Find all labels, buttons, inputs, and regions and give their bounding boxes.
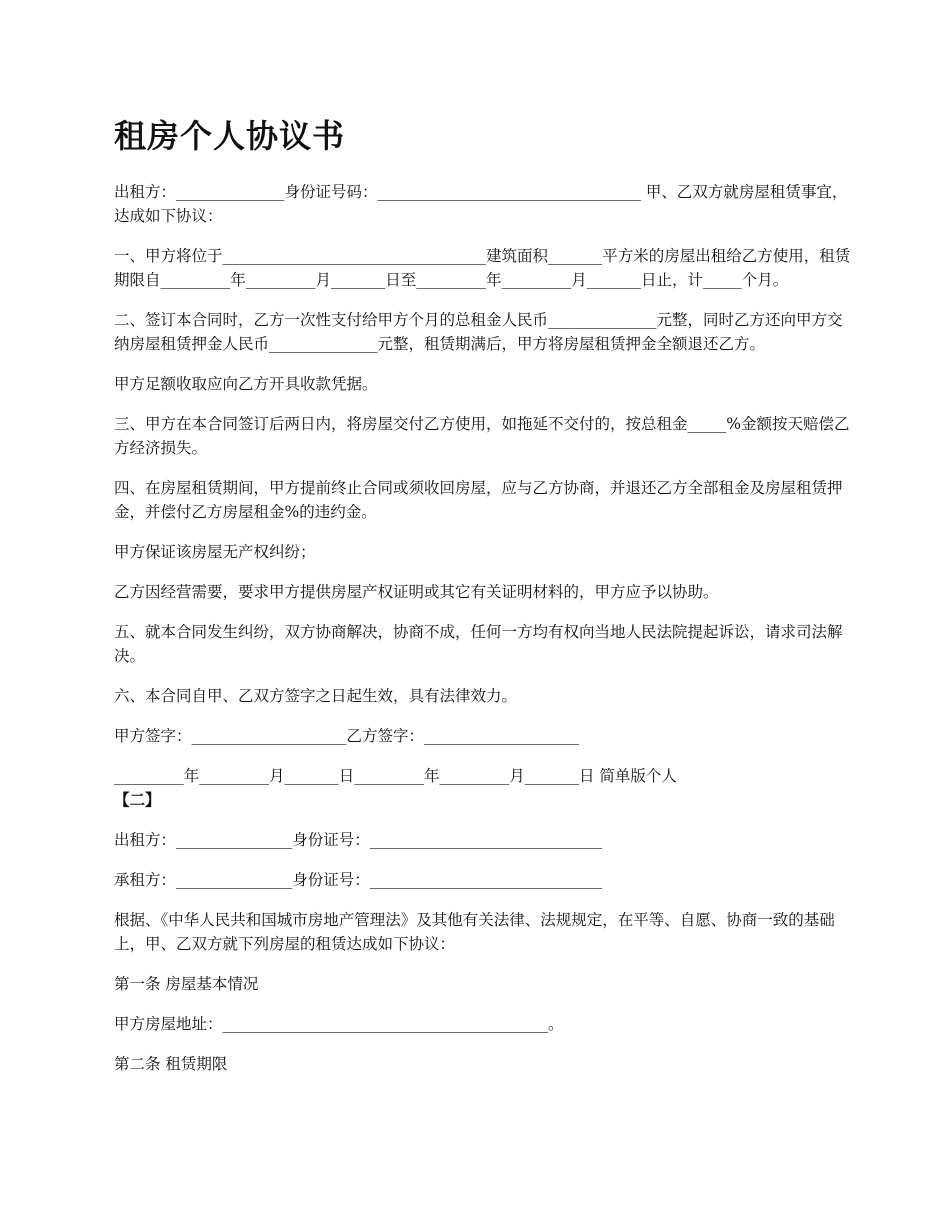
paragraph-lessee: 承租方：_______________身份证号：______________________________ (114, 871, 603, 889)
paragraph-dates: _________年_________月_______日_________年_________月_______日 简单版个人 (114, 767, 677, 785)
paragraph-address: 甲方房屋地址：__________________________________________。 (114, 1015, 564, 1033)
paragraph-receipt: 甲方足额收取应向乙方开具收款凭据。 (114, 375, 378, 393)
article-2-heading: 第二条 租赁期限 (114, 1055, 228, 1073)
paragraph-clause-3: 三、甲方在本合同签订后两日内，将房屋交付乙方使用，如拖延不交付的，按总租金_____%金额按天赔偿乙方经济损失。 (114, 415, 850, 457)
paragraph-clause-6: 六、本合同自甲、乙双方签字之日起生效，具有法律效力。 (114, 687, 518, 705)
paragraph-legal-basis: 根据、《中华人民共和国城市房地产管理法》及其他有关法律、法规规定，在平等、自愿、协商一致的基础上，甲、乙双方就下列房屋的租赁达成如下协议： (114, 911, 835, 953)
paragraph-parties-intro: 出租方：______________身份证号码：__________________________________ 甲、乙双方就房屋租赁事宜，达成如下协议： (114, 183, 848, 225)
paragraph-assist: 乙方因经营需要，要求甲方提供房屋产权证明或其它有关证明材料的，甲方应予以协助。 (114, 583, 719, 601)
paragraph-signatures: 甲方签字：____________________乙方签字：____________________ (114, 727, 580, 745)
document-body (114, 180, 854, 1092)
section-two-heading: 【二】 (114, 790, 161, 809)
paragraph-clause-1: 一、甲方将位于__________________________________建筑面积_______平方米的房屋出租给乙方使用，租赁期限自_________年_________月_______日至_________年_________月_______日止，计_____个月。 (114, 247, 851, 289)
paragraph-no-dispute: 甲方保证该房屋无产权纠纷； (114, 543, 316, 561)
article-1-heading: 第一条 房屋基本情况 (114, 975, 259, 993)
document-title: 租房个人协议书 (114, 117, 346, 155)
paragraph-clause-4: 四、在房屋租赁期间，甲方提前终止合同或须收回房屋，应与乙方协商，并退还乙方全部租金及房屋租赁押金，并偿付乙方房屋租金%的违约金。 (114, 479, 843, 521)
paragraph-lessor: 出租方：_______________身份证号：______________________________ (114, 831, 603, 849)
paragraph-clause-5: 五、就本合同发生纠纷，双方协商解决，协商不成，任何一方均有权向当地人民法院提起诉讼，请求司法解决。 (114, 623, 843, 665)
paragraph-clause-2: 二、签订本合同时，乙方一次性支付给甲方个月的总租金人民币______________元整，同时乙方还向甲方交纳房屋租赁押金人民币______________元整，租赁期满后，甲方将房屋租赁押金全额退还乙方。 (114, 311, 843, 353)
